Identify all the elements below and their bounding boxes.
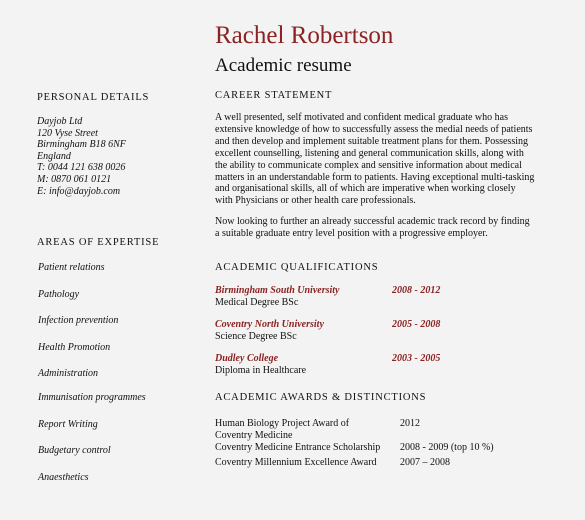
contact-telephone: T: 0044 121 638 0026: [37, 162, 126, 174]
qualification-years: 2005 - 2008: [392, 319, 441, 330]
qualifications-heading: ACADEMIC QUALIFICATIONS: [215, 262, 379, 273]
career-line: excellent counselling, listening and general communication skills, along with: [215, 147, 524, 159]
qualification-degree: Science Degree BSc: [215, 331, 297, 342]
resume-subtitle: Academic resume: [215, 55, 352, 76]
candidate-name: Rachel Robertson: [215, 22, 394, 49]
career-line: the ability to communicate complex and sensitive information about medical: [215, 159, 522, 171]
award-year: 2008 - 2009 (top 10 %): [400, 442, 494, 453]
contact-company: Dayjob Ltd: [37, 116, 83, 127]
expertise-item: Report Writing: [38, 419, 98, 430]
award-name-line: Coventry Medicine: [215, 429, 293, 441]
expertise-item: Health Promotion: [38, 342, 111, 353]
qualification-school: Birmingham South University: [215, 285, 340, 296]
award-name: [215, 442, 380, 454]
expertise-item: Administration: [38, 368, 99, 379]
career-line: Now looking to further an already successful academic track record by finding: [215, 216, 530, 227]
qualification-years: 2008 - 2012: [392, 285, 441, 296]
career-line: with Physicians or other health care professionals.: [215, 195, 416, 207]
award-name-line: Coventry Medicine Entrance Scholarship: [215, 442, 381, 453]
contact-street: 120 Vyse Street: [37, 127, 98, 139]
contact-email: E: info@dayjob.com: [37, 185, 121, 197]
award-name: [215, 457, 377, 469]
career-line: a suitable graduate entry level position with a progressive employer.: [215, 227, 488, 239]
contact-mobile: M: 0870 061 0121: [37, 173, 112, 185]
career-statement-paragraph: [215, 112, 560, 207]
qualification-school: Coventry North University: [215, 319, 324, 330]
expertise-item: Infection prevention: [38, 315, 119, 326]
career-objective-paragraph: [215, 216, 560, 240]
qualification-degree: Diploma in Healthcare: [215, 365, 307, 376]
personal-details-heading: PERSONAL DETAILS: [37, 92, 150, 103]
career-line: extensive knowledge of how to successfully assess the medial needs of patients: [215, 123, 533, 135]
career-line: and organisational skills, all of which are imperative when working closely: [215, 183, 516, 195]
career-line: matters in an understandable form to patients. Having exceptional multi-tasking: [215, 171, 535, 183]
expertise-item: Immunisation programmes: [38, 392, 146, 403]
career-line: A well presented, self motivated and confident medical graduate who has: [215, 112, 508, 123]
qualification-school: Dudley College: [215, 353, 279, 364]
expertise-item: Anaesthetics: [38, 472, 89, 483]
qualification-years: 2003 - 2005: [392, 353, 441, 364]
contact-city: Birmingham B18 6NF: [37, 139, 126, 151]
career-statement-heading: CAREER STATEMENT: [215, 90, 333, 101]
qualification-degree: Medical Degree BSc: [215, 297, 299, 308]
award-name-line: Coventry Millennium Excellence Award: [215, 457, 377, 468]
award-name: [215, 418, 349, 441]
contact-details: [37, 116, 126, 197]
expertise-item: Patient relations: [38, 262, 105, 273]
awards-heading: ACADEMIC AWARDS & DISTINCTIONS: [215, 392, 427, 403]
contact-country: England: [37, 150, 71, 162]
career-line: and then develop and implement suitable treatment plans for them. Possessing: [215, 135, 528, 147]
award-year: 2007 – 2008: [400, 457, 450, 468]
award-name-line: Human Biology Project Award of: [215, 418, 350, 429]
expertise-heading: AREAS OF EXPERTISE: [37, 237, 160, 248]
award-year: 2012: [400, 418, 420, 429]
expertise-item: Budgetary control: [38, 445, 111, 456]
expertise-item: Pathology: [38, 289, 80, 300]
